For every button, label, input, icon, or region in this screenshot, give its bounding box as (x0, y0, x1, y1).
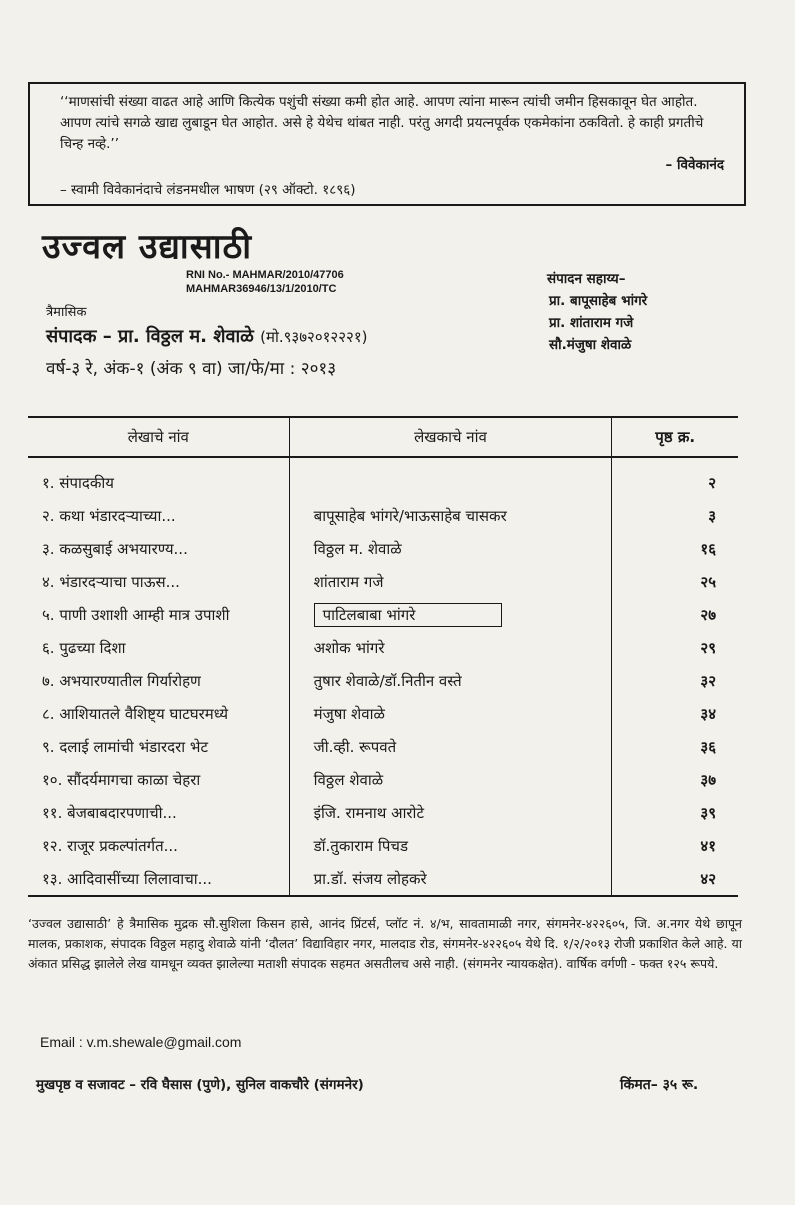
cover-credits: मुखपृष्ठ व सजावट – रवि घैसास (पुणे), सुनिल वाकचौरे (संगमनेर) (36, 1077, 364, 1093)
table-row (28, 532, 738, 565)
contents-header-row (28, 417, 738, 457)
article-title: १२. राजूर प्रकल्पांतर्गत... (42, 836, 178, 855)
article-page: २५ (700, 572, 716, 591)
article-page: २९ (700, 638, 716, 657)
article-author (289, 457, 612, 499)
assistant-name: प्रा. बापूसाहेब भांगरे (549, 293, 648, 309)
table-row (28, 598, 738, 631)
article-title: ३. कळसुबाई अभयारण्य... (42, 539, 188, 558)
article-title: १०. सौंदर्यमागचा काळा चेहरा (42, 770, 201, 789)
publication-note: ‘उज्वल उद्यासाठी’ हे त्रैमासिक मुद्रक सौ.सुशिला किसन हासे, आनंद प्रिंटर्स, प्लॉट नं. ४/भ, सावतामाळी नगर, संगमनेर-४२२६०५, जि. अ.नगर येथे छापून मालक, प्रकाशक, संपादक विठ्ठल महादु शेवाळे यांनी ‘दौलत’ विद्याविहार नगर, मालदाड रोड, संगमनेर-४२२६०५ येथे दि. १/२/२०१३ रोजी प्रकाशित केले आहे. या अंकात प्रसिद्ध झालेले लेख यामधून व्यक्त झालेल्या मताशी संपादक सहमत असतीलच असे नाही. (संगमनेर न्यायकक्षेत). वार्षिक वर्गणी - फक्त १२५ रूपये. (28, 916, 742, 971)
table-row (28, 829, 738, 862)
article-title: ४. भंडारदऱ्याचा पाऊस... (42, 572, 180, 591)
rni-number-2: MAHMAR36946/13/1/2010/TC (186, 283, 337, 295)
article-title: ६. पुढच्या दिशा (42, 638, 126, 657)
magazine-title: उज्वल उद्यासाठी (42, 227, 253, 267)
article-author: डॉ.तुकाराम पिचड (289, 829, 612, 862)
registration-numbers (186, 268, 344, 296)
table-row (28, 631, 738, 664)
header-article: लेखाचे नांव (28, 417, 289, 457)
article-page: ३२ (700, 671, 716, 690)
article-author: विठ्ठल म. शेवाळे (289, 532, 612, 565)
contents-table (28, 416, 738, 897)
article-page: ३७ (700, 770, 716, 789)
article-author: अशोक भांगरे (289, 631, 612, 664)
quote-author: – विवेकानंद (665, 157, 724, 173)
article-title: २. कथा भंडारदऱ्याच्या... (42, 506, 176, 525)
article-title: ११. बेजबाबदारपणाची... (42, 803, 177, 822)
header-page: पृष्ठ क्र. (612, 417, 738, 457)
article-page: ४१ (700, 836, 716, 855)
quote-source: – स्वामी विवेकानंदाचे लंडनमधील भाषण (२९ ऑक्टो. १८९६) (60, 182, 356, 198)
article-author: इंजि. रामनाथ आरोटे (289, 796, 612, 829)
table-row (28, 730, 738, 763)
table-row (28, 862, 738, 896)
article-page: ३ (708, 506, 716, 525)
table-row (28, 457, 738, 499)
article-title: ७. अभयारण्यातील गिर्यारोहण (42, 671, 201, 690)
table-row (28, 697, 738, 730)
editor-line (46, 324, 367, 348)
article-page: २ (708, 473, 716, 492)
article-author: तुषार शेवाळे/डॉ.नितीन वस्ते (289, 664, 612, 697)
article-title: ५. पाणी उशाशी आम्ही मात्र उपाशी (42, 605, 230, 624)
article-page: ३४ (700, 704, 716, 723)
issue-info: वर्ष-३ रे, अंक-१ (अंक ९ वा) जा/फे/मा : २०१३ (46, 359, 337, 379)
article-page: ३६ (700, 737, 716, 756)
table-row (28, 763, 738, 796)
article-page: १६ (700, 539, 716, 558)
article-author: बापूसाहेब भांगरे/भाऊसाहेब चासकर (289, 499, 612, 532)
assistants-heading: संपादन सहाय्य– (547, 271, 626, 287)
price: किंमत– ३५ रू. (620, 1077, 699, 1093)
article-page: २७ (700, 605, 716, 624)
table-row (28, 499, 738, 532)
contact-email: Email : v.m.shewale@gmail.com (40, 1034, 242, 1050)
article-author: जी.व्ही. रूपवते (289, 730, 612, 763)
article-author: विठ्ठल शेवाळे (289, 763, 612, 796)
article-page: ४२ (612, 862, 738, 896)
article-author (289, 598, 612, 631)
article-title: १३. आदिवासींच्या लिलावाचा... (28, 862, 289, 896)
quote-text: ‘‘माणसांची संख्या वाढत आहे आणि कित्येक पशुंची संख्या कमी होत आहे. आपण त्यांना मारून त्यांची जमीन हिसकावून घेत आहोत. आपण त्यांचे सगळे खाद्य लुबाडून घेत आहोत. असे हे येथेच थांबत नाही. परंतु अगदी प्रयत्नपूर्वक एकमेकांना ठकवितो. हे काही प्रगतीचे चिन्ह नव्हे.’’ (60, 94, 704, 152)
article-title: ८. आशियातले वैशिष्ट्य घाटघरमध्ये (42, 704, 229, 723)
quote-box (28, 82, 746, 206)
article-author: मंजुषा शेवाळे (289, 697, 612, 730)
article-author-boxed: पाटिलबाबा भांगरे (314, 603, 502, 627)
article-title: ९. दलाई लामांची भंडारदरा भेट (42, 737, 209, 756)
editorial-assistants (547, 268, 647, 356)
article-title: १. संपादकीय (42, 473, 114, 492)
assistant-name: सौ.मंजुषा शेवाळे (549, 337, 632, 353)
article-author: शांताराम गजे (289, 565, 612, 598)
rni-number: RNI No.- MAHMAR/2010/47706 (186, 269, 344, 281)
table-row (28, 664, 738, 697)
article-page: ३९ (700, 803, 716, 822)
table-row (28, 796, 738, 829)
assistant-name: प्रा. शांताराम गजे (549, 315, 634, 331)
editor-mobile: (मो.९३७२०१२२२१) (260, 328, 368, 346)
periodicity: त्रैमासिक (46, 305, 87, 320)
article-author: प्रा.डॉ. संजय लोहकरे (289, 862, 612, 896)
editor-name: संपादक – प्रा. विठ्ठल म. शेवाळे (46, 326, 254, 347)
table-row (28, 565, 738, 598)
header-author: लेखकाचे नांव (289, 417, 612, 457)
